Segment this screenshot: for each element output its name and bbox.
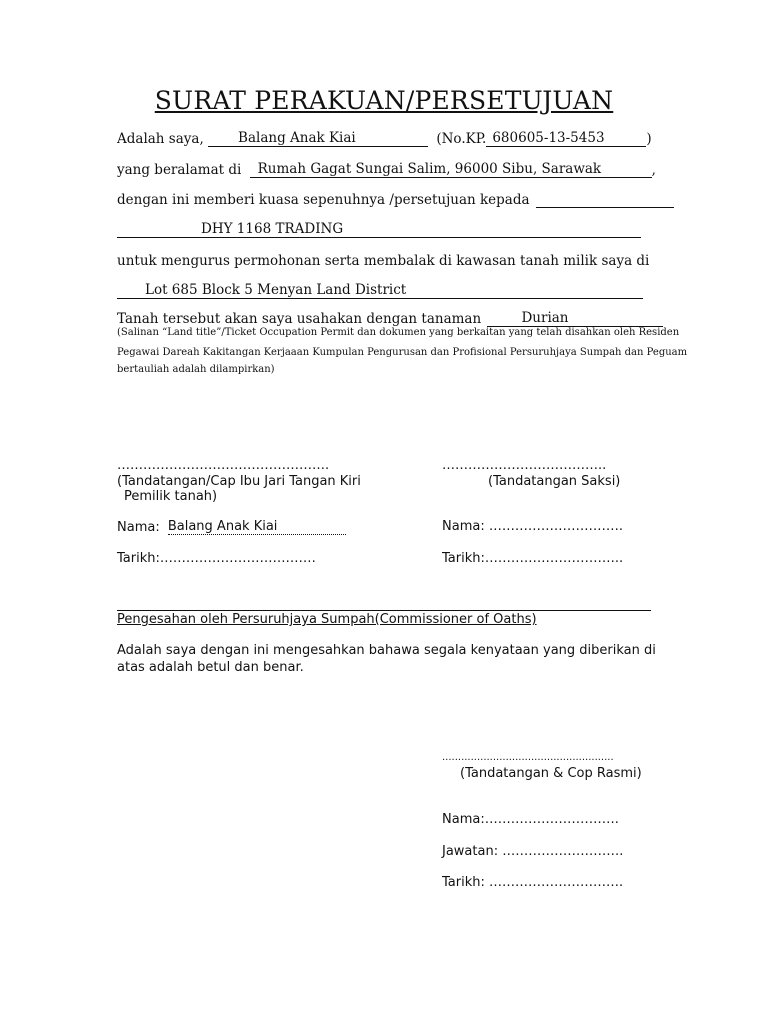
crop-prefix: Tanah tersebut akan saya usahakan dengan tanaman (117, 311, 482, 327)
address-prefix: yang beralamat di (117, 162, 242, 178)
owner-name-row (117, 519, 346, 535)
witness-date-field[interactable]: Tarikh:………………………….. (442, 551, 624, 566)
commissioner-body-2: atas adalah betul dan benar. (117, 660, 304, 675)
location-line (117, 283, 643, 299)
commissioner-heading: Pengesahan oleh Persuruhjaya Sumpah(Commissioner of Oaths) (117, 612, 537, 627)
commissioner-signature-line[interactable]: ...................................................... (442, 752, 614, 763)
ic-label: (No.KP. (436, 131, 487, 147)
witness-signature-label: (Tandatangan Saksi) (488, 474, 621, 489)
ic-number: 680605-13-5453 (492, 130, 605, 146)
section-divider (117, 610, 651, 611)
attachment-note-2: Pegawai Dareah Kakitangan Kerjaaan Kumpulan Pengurusan dan Profisional Persuruhjaya Sumpah dan Peguam (117, 347, 688, 358)
attachment-note-3: bertauliah adalah dilampirkan) (117, 364, 275, 375)
owner-date-field[interactable]: Tarikh:……………………………… (117, 551, 316, 566)
declarant-name-field[interactable] (208, 131, 428, 147)
declarant-prefix: Adalah saya, (117, 131, 204, 147)
location-field[interactable] (117, 283, 643, 299)
owner-name-label: Nama: (117, 520, 160, 535)
owner-signature-label-2: Pemilik tanah) (124, 489, 218, 504)
document-title: SURAT PERAKUAN/PERSETUJUAN (154, 86, 614, 115)
address-field[interactable] (250, 162, 652, 178)
crop-field[interactable] (487, 311, 663, 327)
company-name: DHY 1168 TRADING (201, 221, 344, 237)
commissioner-name-field[interactable]: Nama:…………………………. (442, 812, 619, 827)
ic-number-field[interactable] (486, 131, 646, 147)
company-line (117, 222, 641, 238)
location-value: Lot 685 Block 5 Menyan Land District (145, 282, 407, 298)
address-suffix: , (651, 162, 656, 178)
authorization-blank[interactable] (536, 192, 674, 208)
company-field[interactable] (117, 222, 641, 238)
owner-name-field[interactable] (168, 519, 346, 535)
commissioner-position-field[interactable]: Jawatan: ………………………. (442, 844, 624, 859)
witness-signature-line[interactable]: ……………………………….. (442, 458, 607, 473)
attachment-note-1: (Salinan “Land title”/Ticket Occupation Permit dan dokumen yang berkaitan yang telah disahkan oleh Residen (117, 327, 680, 338)
declarant-line (117, 131, 652, 147)
owner-signature-line[interactable]: …………………………………………. (117, 458, 330, 473)
declarant-name: Balang Anak Kiai (238, 130, 356, 146)
address-line (117, 162, 656, 178)
ic-close: ) (646, 131, 652, 147)
witness-name-field[interactable]: Nama: …………………………. (442, 519, 623, 534)
commissioner-signature-label: (Tandatangan & Cop Rasmi) (460, 766, 642, 781)
purpose-line: untuk mengurus permohonan serta membalak di kawasan tanah milik saya di (117, 253, 650, 269)
owner-signature-label: (Tandatangan/Cap Ibu Jari Tangan Kiri (117, 474, 361, 489)
authorization-text: dengan ini memberi kuasa sepenuhnya /persetujuan kepada (117, 192, 530, 208)
commissioner-date-field[interactable]: Tarikh: …………………………. (442, 875, 624, 890)
address-value: Rumah Gagat Sungai Salim, 96000 Sibu, Sarawak (257, 161, 602, 177)
commissioner-body-1: Adalah saya dengan ini mengesahkan bahawa segala kenyataan yang diberikan di (117, 643, 656, 658)
crop-value: Durian (521, 310, 569, 326)
authorization-line (117, 192, 674, 208)
crop-line (117, 311, 663, 327)
owner-name-value: Balang Anak Kiai (167, 519, 278, 534)
